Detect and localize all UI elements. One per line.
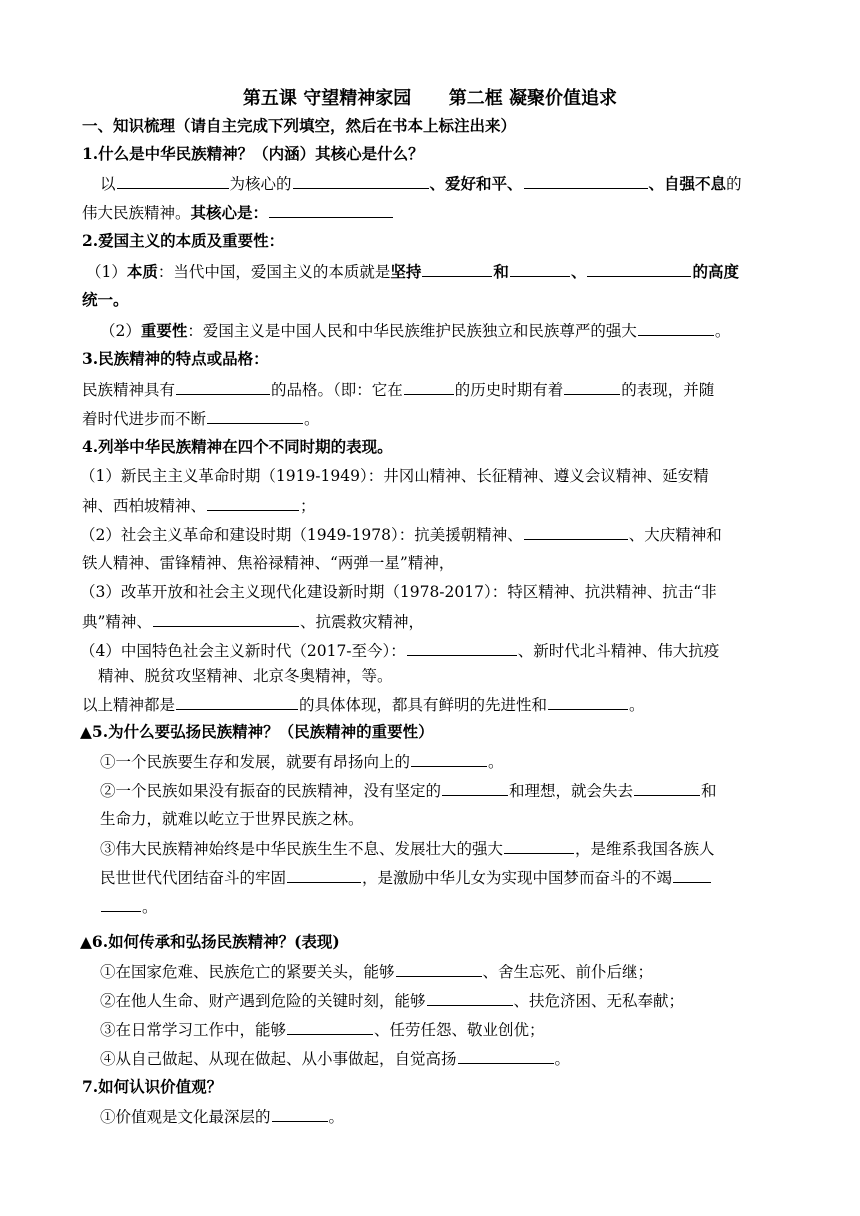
answer-blank[interactable] (634, 778, 700, 796)
question-7-heading: 7.如何认识价值观？ (82, 1077, 223, 1096)
question-3-line-1: 民族精神具有 的品格。（即：它在 的历史时期有着 的表现，并随 (82, 377, 782, 401)
answer-blank[interactable] (176, 692, 298, 710)
question-3-line-2: 着时代进步而不断 。 (82, 406, 782, 430)
answer-blank[interactable] (207, 406, 303, 424)
answer-blank[interactable] (504, 836, 574, 854)
question-2-heading: 2.爱国主义的本质及重要性： (82, 231, 285, 250)
answer-blank[interactable] (524, 522, 628, 540)
question-4-period-4-line-1: （4）中国特色社会主义新时代（2017-至今）： 、新时代北斗精神、伟大抗疫 (80, 638, 780, 662)
question-1-heading: 1.什么是中华民族精神？（内涵）其核心是什么？ (82, 144, 424, 163)
answer-blank[interactable] (287, 865, 361, 883)
answer-blank[interactable] (510, 259, 570, 277)
page-title: 第五课 守望精神家园 第二框 凝聚价值追求 (242, 88, 618, 109)
question-4-heading: 4.列举中华民族精神在四个不同时期的表现。 (82, 437, 393, 456)
answer-blank[interactable] (587, 259, 691, 277)
question-4-period-1-line-2: 神、西柏坡精神、 ； (82, 493, 782, 517)
answer-blank[interactable] (207, 493, 299, 511)
answer-blank[interactable] (269, 200, 393, 218)
question-6-item-2: ②在他人生命、财产遇到危险的关键时刻，能够 、扶危济困、无私奉献； (100, 988, 800, 1012)
question-7-item-1: ①价值观是文化最深层的 。 (100, 1104, 800, 1128)
question-5-item-3-line-2: 民世世代代团结奋斗的牢固 ，是激励中华儿女为实现中国梦而奋斗的不竭 (100, 865, 800, 889)
question-6-item-4: ④从自己做起、从现在做起、从小事做起，自觉高扬 。 (100, 1046, 800, 1070)
answer-blank[interactable] (407, 638, 517, 656)
answer-blank[interactable] (153, 609, 299, 627)
question-4-period-2-line-1: （2）社会主义革命和建设时期（1949-1978）：抗美援朝精神、 、大庆精神和 (80, 522, 780, 546)
question-5-item-2-line-2: 生命力，就难以屹立于世界民族之林。 (100, 810, 364, 828)
section-heading: 一、知识梳理（请自主完成下列填空，然后在书本上标注出来） (82, 116, 517, 135)
question-2-line-2: 统一。 (82, 290, 129, 309)
question-5-heading: ▲5.为什么要弘扬民族精神？（民族精神的重要性） (80, 722, 434, 741)
answer-blank[interactable] (548, 692, 628, 710)
question-4-period-1-line-1: （1）新民主主义革命时期（1919-1949）：井冈山精神、长征精神、遵义会议精神、延安精 (80, 467, 709, 485)
question-1-line-2: 伟大民族精神。其核心是： (82, 200, 782, 224)
question-2-line-1: （1）本质：当代中国，爱国主义的本质就是坚持 和 、 的高度 (86, 259, 786, 283)
question-6-item-3: ③在日常学习工作中，能够 、任劳任怨、敬业创优； (100, 1017, 800, 1041)
answer-blank[interactable] (442, 778, 508, 796)
question-5-item-3-line-1: ③伟大民族精神始终是中华民族生生不息、发展壮大的强大 ，是维系我国各族人 (100, 836, 800, 860)
answer-blank[interactable] (176, 377, 270, 395)
answer-blank[interactable] (427, 988, 513, 1006)
answer-blank[interactable] (564, 377, 620, 395)
answer-blank[interactable] (638, 318, 714, 336)
question-6-item-1: ①在国家危难、民族危亡的紧要关头，能够 、舍生忘死、前仆后继； (100, 959, 800, 983)
question-4-period-4-line-2: 精神、脱贫攻坚精神、北京冬奥精神，等。 (98, 667, 393, 685)
answer-blank[interactable] (673, 865, 711, 883)
answer-blank[interactable] (422, 259, 492, 277)
answer-blank[interactable] (404, 377, 454, 395)
question-2-line-3: （2）重要性：爱国主义是中国人民和中华民族维护民族独立和民族尊严的强大 。 (100, 318, 800, 342)
question-4-period-2-line-2: 铁人精神、雷锋精神、焦裕禄精神、“两弹一星”精神， (82, 554, 455, 572)
answer-blank[interactable] (117, 171, 229, 189)
answer-blank[interactable] (458, 1046, 554, 1064)
question-4-summary: 以上精神都是 的具体体现，都具有鲜明的先进性和 。 (82, 692, 782, 716)
answer-blank[interactable] (396, 959, 482, 977)
question-5-item-1: ①一个民族要生存和发展，就要有昂扬向上的 。 (100, 749, 800, 773)
question-1-line-1: 以 为核心的 、爱好和平、 、自强不息的 (100, 171, 800, 195)
answer-blank[interactable] (287, 1017, 373, 1035)
answer-blank[interactable] (524, 171, 648, 189)
question-5-item-2-line-1: ②一个民族如果没有振奋的民族精神，没有坚定的 和理想，就会失去 和 (100, 778, 800, 802)
question-4-period-3-line-1: （3）改革开放和社会主义现代化建设新时期（1978-2017）：特区精神、抗洪精神、抗击“非 (80, 583, 717, 601)
answer-blank[interactable] (101, 894, 141, 912)
question-5-item-3-line-3: 。 (100, 894, 800, 918)
answer-blank[interactable] (293, 171, 429, 189)
question-3-heading: 3.民族精神的特点或品格： (82, 349, 269, 368)
question-4-period-3-line-2: 典”精神、 、抗震救灾精神， (82, 609, 782, 633)
question-6-heading: ▲6.如何传承和弘扬民族精神？(表现) (80, 932, 340, 951)
answer-blank[interactable] (272, 1104, 328, 1122)
answer-blank[interactable] (411, 749, 487, 767)
